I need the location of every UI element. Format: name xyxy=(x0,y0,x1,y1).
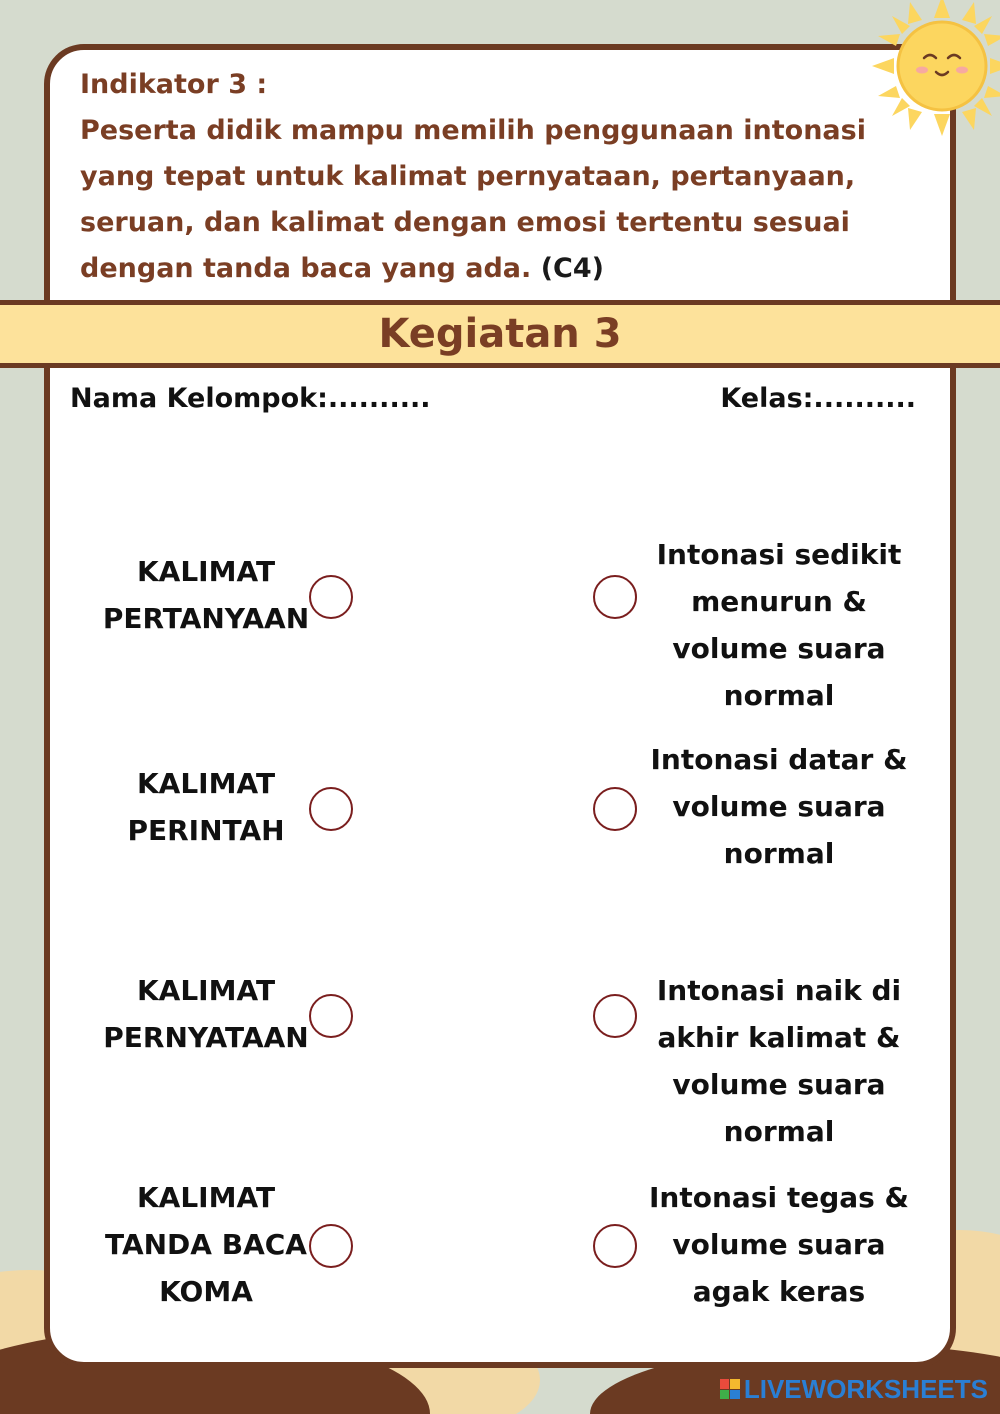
group-name-field: Nama Kelompok:.......... xyxy=(70,383,431,414)
match-dot-right-4[interactable] xyxy=(593,1224,637,1268)
right-item-line: volume suara xyxy=(672,1228,886,1261)
match-dot-right-2[interactable] xyxy=(593,787,637,831)
match-dot-left-4[interactable] xyxy=(309,1224,353,1268)
right-item-line: normal xyxy=(723,1115,835,1148)
left-item-line: TANDA BACA xyxy=(105,1228,307,1261)
right-item-line: akhir kalimat & xyxy=(657,1021,901,1054)
indicator-text xyxy=(80,62,930,292)
right-item-4 xyxy=(636,1174,922,1315)
left-item-line: KALIMAT xyxy=(136,1181,276,1214)
right-item-2 xyxy=(636,736,922,877)
left-item-1 xyxy=(96,548,316,642)
left-item-line: PERINTAH xyxy=(127,814,285,847)
right-item-line: Intonasi sedikit xyxy=(656,538,902,571)
right-item-3 xyxy=(636,967,922,1155)
left-item-2 xyxy=(96,760,316,854)
watermark-text: LIVEWORKSHEETS xyxy=(743,1373,988,1404)
match-dot-right-1[interactable] xyxy=(593,575,637,619)
liveworksheets-watermark xyxy=(720,1374,988,1404)
left-item-3 xyxy=(96,967,316,1061)
left-item-line: KALIMAT xyxy=(136,974,276,1007)
left-item-line: KALIMAT xyxy=(136,767,276,800)
right-item-line: normal xyxy=(723,679,835,712)
right-item-line: Intonasi naik di xyxy=(656,974,902,1007)
right-item-line: Intonasi tegas & xyxy=(649,1181,909,1214)
indicator-body: Peserta didik mampu memilih penggunaan intonasi yang tepat untuk kalimat pernyataan, pertanyaan, seruan, dan kalimat dengan emosi tertentu sesuai dengan tanda baca yang ada. xyxy=(80,115,866,284)
match-dot-left-2[interactable] xyxy=(309,787,353,831)
right-item-1 xyxy=(636,531,922,719)
right-item-line: volume suara xyxy=(672,632,886,665)
match-dot-left-3[interactable] xyxy=(309,994,353,1038)
left-item-line: PERNYATAAN xyxy=(103,1021,309,1054)
right-item-line: volume suara xyxy=(672,1068,886,1101)
right-item-line: volume suara xyxy=(672,790,886,823)
activity-title: Kegiatan 3 xyxy=(378,311,622,357)
match-dot-left-1[interactable] xyxy=(309,575,353,619)
right-item-line: normal xyxy=(723,837,835,870)
left-item-line: PERTANYAAN xyxy=(102,602,310,635)
liveworksheets-logo-icon xyxy=(720,1379,740,1399)
match-dot-right-3[interactable] xyxy=(593,994,637,1038)
left-item-4 xyxy=(96,1174,316,1315)
indicator-level: (C4) xyxy=(540,253,604,284)
right-item-line: Intonasi datar & xyxy=(650,743,908,776)
left-item-line: KOMA xyxy=(159,1275,253,1308)
right-item-line: menurun & xyxy=(691,585,867,618)
left-item-line: KALIMAT xyxy=(136,555,276,588)
right-item-line: agak keras xyxy=(692,1275,866,1308)
class-field: Kelas:.......... xyxy=(720,383,916,414)
indicator-title: Indikator 3 : xyxy=(80,69,268,100)
